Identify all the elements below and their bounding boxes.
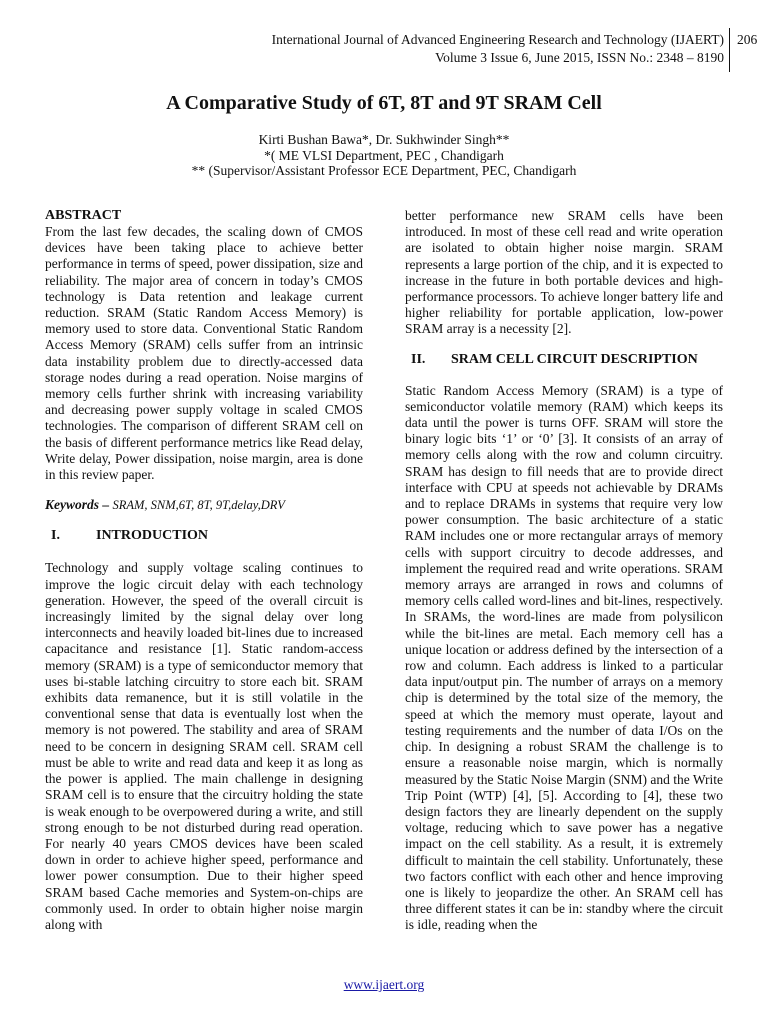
abstract-text: From the last few decades, the scaling down of CMOS devices have been taking place to achieve better performance in terms of speed, power dissipation, size and reliability. The major area of concern in today’s CMOS technology is Data retention and leakage current reduction. SRAM (Static Random Access Memory) is memory used to store data. Conventional Static Random Access Memory (SRAM) cells suffer from an intrinsic data instability problem due to directly-accessed data storage nodes during a read operation. Noise margins of memory cells further shrink with increasing variability and decreasing power supply voltage in scaled CMOS technologies. The comparison of different SRAM cell on the basis of different performance metrics like Read delay, Write delay, Power dissipation, noise margin, area is done in this review paper.	[45, 224, 363, 483]
introduction-text-continued: better performance new SRAM cells have been introduced. In most of these cell read and write operation are isolated to obtain higher noise margin. SRAM represents a large portion of the chip, and it is expected to increase in the future in both portable devices and high-performance processors. To achieve longer battery life and higher reliability for portable application, low-power SRAM array is a necessity [2].	[405, 208, 723, 337]
footer-link[interactable]: www.ijaert.org	[343, 977, 425, 992]
left-column	[45, 208, 363, 933]
abstract-heading: ABSTRACT	[45, 208, 122, 223]
circuit-description-text: Static Random Access Memory (SRAM) is a type of semiconductor volatile memory (RAM) which keeps its data until the power is turns OFF. SRAM will store the binary logic bits ‘1’ or ‘0’ [3]. It consists of an array of memory cells along with the row and column circuitry. SRAM has design to fill needs that are to provide direct interface with CPU at speeds not achievable by DRAMs and to replace DRAMs in systems that require very low power consumption. The basic architecture of a static RAM includes one or more rectangular arrays of memory cells with support circuitry to decode addresses, and implement the required read and write operations. SRAM memory arrays are arranged in rows and columns of memory cells called word-lines and bit-lines, respectively. In SRAMs, the word-lines are made from polysilicon while the bit-lines are metal. Each memory cell has a unique location or address defined by the intersection of a row and column. Each address is linked to a particular data input/output pin. The number of arrays on a memory chip is determined by the total size of the memory, the speed at which the memory must operate, layout and testing requirements and the number of data I/Os on the chip. In designing a robust SRAM the challenge is to ensure a reasonable noise margin, which is normally measured by the Static Noise Margin (SNM) and the Write Trip Point (WTP) [4], [5]. According to [4], these two design factors they are linearly dependent on the supply voltage, reducing which to save power has a negative impact on the cell stability. As a result, it is extremely difficult to maintain the cell stability. Unfortunately, these two factors conflict with each other and hence improving one is likely to jeopardize the other. An SRAM cell has three different states it can be in: standby where the circuit is idle, reading when the	[405, 382, 724, 933]
section-heading-circuit-description	[405, 351, 723, 369]
introduction-text: Technology and supply voltage scaling continues to improve the logic circuit delay with each technology generation. However, the speed of the overall circuit is increasingly limited by the signal delay over long interconnects and heavily loaded bit-lines due to increased capacitance and resistance [1]. Static random-access memory (SRAM) is a type of semiconductor memory that uses bi-stable latching circuitry to store each bit. SRAM exhibits data remanence, but it is still volatile in the conventional sense that data is eventually lost when the memory is not powered. The stability and area of SRAM need to be concern in designing SRAM cell. SRAM cell must be able to write and read data and keep it as long as the power is applied. The main challenge in designing SRAM cell is to ensure that the circuitry holding the state is weak enough to be overpowered during a write, and still strong enough to be not disturbed during read operation. For nearly 40 years CMOS devices have been scaled down in order to achieve higher speed, performance and lower power consumption. Due to their higher speed SRAM based Cache memories and System-on-chips are commonly used. In order to obtain higher noise margin along with	[45, 560, 363, 932]
keywords-text: SRAM, SNM,6T, 8T, 9T,delay,DRV	[112, 498, 285, 513]
author-names: Kirti Bushan Bawa*, Dr. Sukhwinder Singh**	[258, 132, 510, 147]
journal-volume: Volume 3 Issue 6, June 2015, ISSN No.: 2348 – 8190	[435, 50, 724, 65]
journal-name: International Journal of Advanced Engineering Research and Technology (IJAERT)	[271, 32, 724, 47]
section-title: INTRODUCTION	[96, 528, 209, 544]
paper-title: A Comparative Study of 6T, 8T and 9T SRAM Cell	[166, 92, 602, 114]
author-affiliation-1: *( ME VLSI Department, PEC , Chandigarh	[264, 147, 504, 163]
section-heading-introduction	[45, 527, 363, 545]
page-number: 206	[737, 32, 758, 47]
header-divider	[729, 28, 730, 72]
keywords	[45, 497, 363, 513]
section-number: II.	[411, 351, 426, 367]
section-title: SRAM CELL CIRCUIT DESCRIPTION	[451, 351, 698, 367]
keywords-label: Keywords –	[45, 497, 110, 513]
right-column	[405, 208, 723, 934]
section-number: I.	[51, 528, 60, 544]
author-block	[0, 132, 768, 179]
journal-header	[0, 31, 724, 67]
author-affiliation-2: ** (Supervisor/Assistant Professor ECE Department, PEC, Chandigarh	[191, 163, 577, 178]
